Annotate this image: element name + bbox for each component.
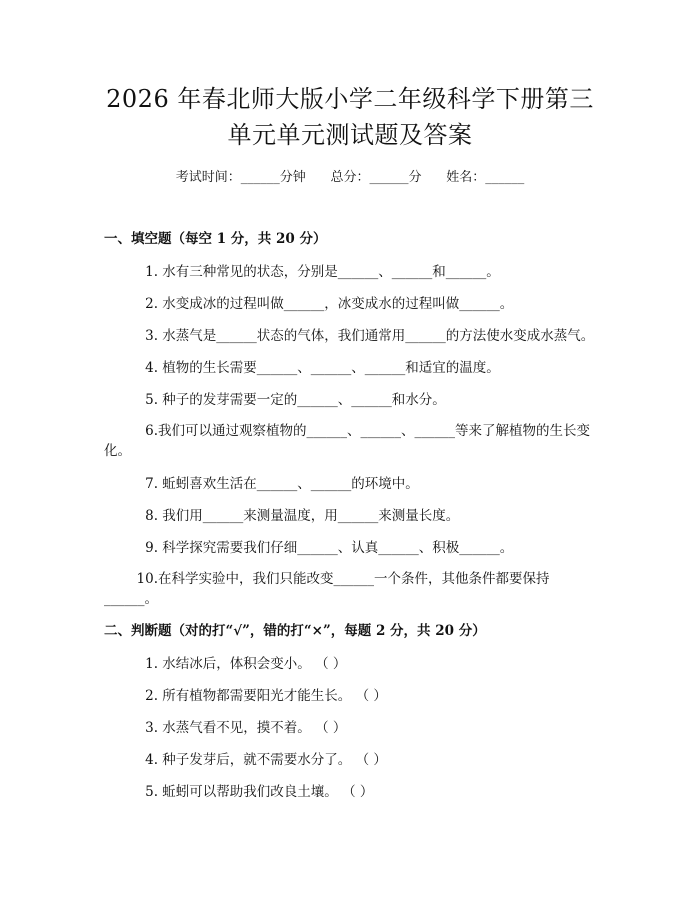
question-text: 水有三种常见的状态，分别是______、______和______。 [162, 264, 500, 280]
document-title-line2: 单元单元测试题及答案 [227, 121, 473, 149]
question-item [104, 421, 600, 461]
question-text: 水蒸气是______状态的气体，我们通常用______的方法使水变成水蒸气。 [162, 328, 595, 344]
question-text: 种子的发芽需要一定的______、______和水分。 [162, 392, 446, 408]
question-number: 9. [145, 540, 158, 556]
question-text: 我们可以通过观察植物的______、______、______等来了解植物的生长变化。 [104, 423, 590, 459]
question-text: 蚯蚓可以帮助我们改良土壤。 （ ） [162, 784, 374, 800]
question-item [104, 782, 600, 802]
question-item [104, 538, 600, 558]
question-number: 3. [145, 720, 158, 736]
question-text: 我们用______来测量温度，用______来测量长度。 [162, 508, 460, 524]
question-number: 8. [145, 508, 158, 524]
question-text: 水变成冰的过程叫做______，冰变成水的过程叫做______。 [162, 296, 514, 312]
document-title-line1: 2026 年春北师大版小学二年级科学下册第三 [106, 85, 594, 113]
question-number: 4. [145, 360, 158, 376]
question-number: 2. [145, 296, 158, 312]
question-text: 种子发芽后，就不需要水分了。 （ ） [162, 752, 387, 768]
exam-info-line: 考试时间：______分钟 总分：______分 姓名：______ [175, 170, 525, 185]
question-number: 10. [136, 571, 158, 587]
question-number: 5. [145, 392, 158, 408]
question-number: 4. [145, 752, 158, 768]
question-number: 6. [145, 423, 158, 439]
question-text: 在科学实验中，我们只能改变______一个条件，其他条件都要保持______。 [104, 571, 550, 607]
question-item [104, 358, 600, 378]
question-text: 水蒸气看不见，摸不着。 （ ） [162, 720, 347, 736]
question-text: 植物的生长需要______、______、______和适宜的温度。 [162, 360, 500, 376]
question-item [104, 326, 600, 346]
question-item [104, 686, 600, 706]
question-number: 7. [145, 476, 158, 492]
section-heading-fill-in: 一、填空题（每空 1 分，共 20 分） [104, 231, 327, 247]
question-item [104, 294, 600, 314]
question-item [104, 390, 600, 410]
question-item [104, 654, 600, 674]
question-text: 科学探究需要我们仔细______、认真______、积极______。 [162, 540, 514, 556]
question-number: 5. [145, 784, 158, 800]
question-item [104, 262, 600, 282]
question-item [104, 718, 600, 738]
question-item [104, 569, 600, 609]
question-item [104, 506, 600, 526]
question-number: 3. [145, 328, 158, 344]
question-number: 1. [145, 264, 158, 280]
question-item [104, 750, 600, 770]
question-item [104, 474, 600, 494]
question-number: 1. [145, 656, 158, 672]
question-number: 2. [145, 688, 158, 704]
question-text: 蚯蚓喜欢生活在______、______的环境中。 [162, 476, 419, 492]
section-heading-true-false: 二、判断题（对的打“√”，错的打“×”，每题 2 分，共 20 分） [104, 623, 486, 639]
question-text: 水结冰后，体积会变小。 （ ） [162, 656, 347, 672]
question-text: 所有植物都需要阳光才能生长。 （ ） [162, 688, 387, 704]
